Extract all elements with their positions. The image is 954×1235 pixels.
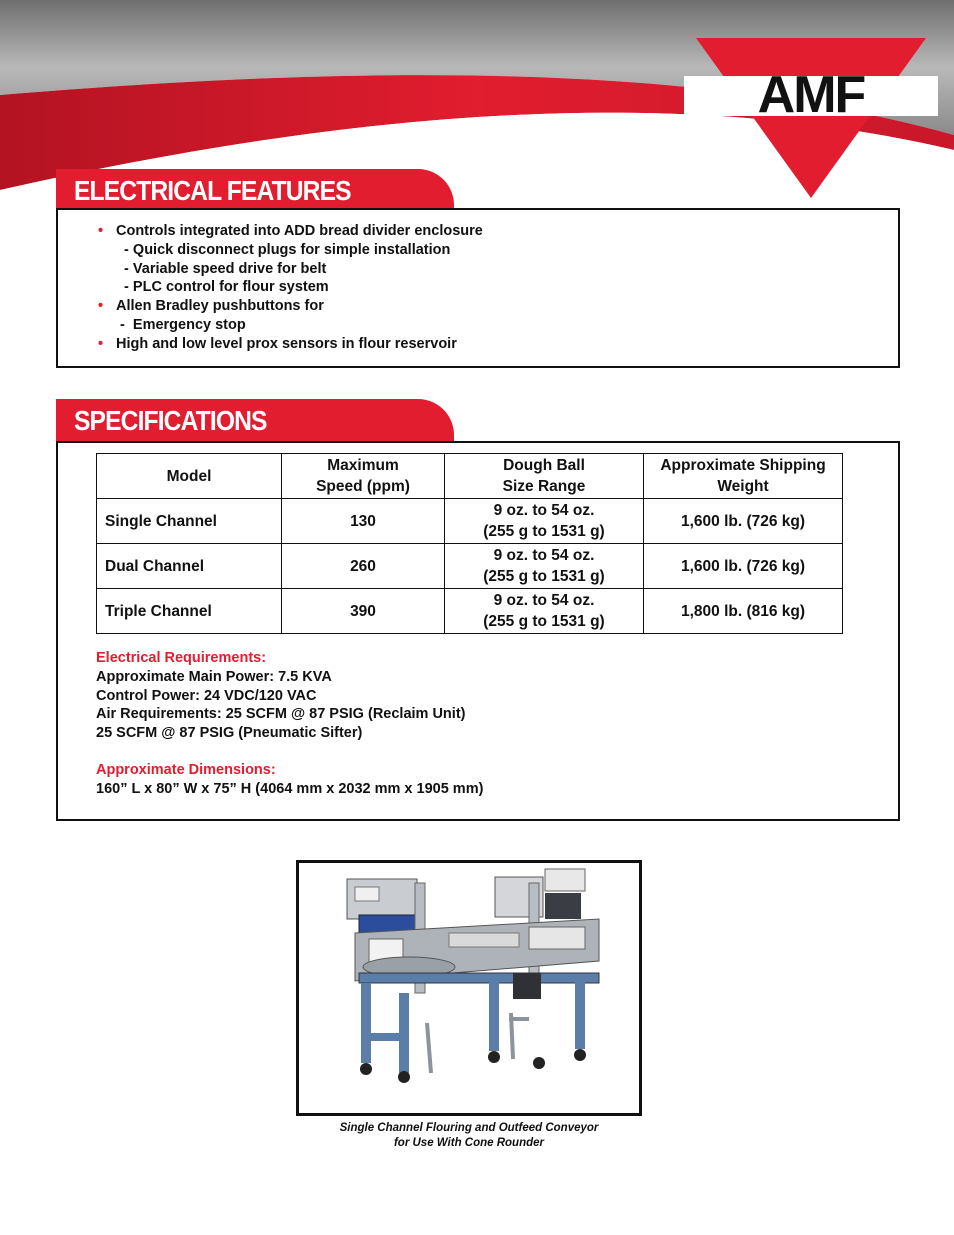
specifications-table: [96, 453, 843, 634]
dimensions-value: 160” L x 80” W x 75” H (4064 mm x 2032 mm x 1905 mm): [96, 780, 484, 797]
cell-speed: 130: [282, 499, 445, 544]
air-requirements-2: 25 SCFM @ 87 PSIG (Pneumatic Sifter): [96, 725, 363, 742]
control-power: Control Power: 24 VDC/120 VAC: [96, 687, 317, 704]
cell-speed: 260: [282, 544, 445, 589]
electrical-features-tab: [56, 169, 454, 213]
table-row: [97, 589, 843, 634]
dimensions: [96, 761, 483, 799]
cell-weight: 1,800 lb. (816 kg): [644, 589, 843, 634]
logo-text: AMF: [757, 66, 865, 124]
electrical-requirements-label: Electrical Requirements:: [96, 650, 267, 666]
specifications-tab: [56, 399, 454, 443]
electrical-features-box: [56, 208, 900, 368]
dimensions-label: Approximate Dimensions:: [96, 762, 276, 778]
cell-size-range: 9 oz. to 54 oz. (255 g to 1531 g): [445, 544, 644, 589]
cell-speed: 390: [282, 589, 445, 634]
cell-model: Triple Channel: [97, 589, 282, 634]
photo-caption: [296, 1121, 642, 1151]
electrical-requirements: [96, 649, 465, 743]
feature-item: • Allen Bradley pushbuttons for: [116, 297, 483, 316]
feature-item: • High and low level prox sensors in flour reservoir: [116, 335, 483, 354]
cell-size-range: 9 oz. to 54 oz. (255 g to 1531 g): [445, 499, 644, 544]
main-power: Approximate Main Power: 7.5 KVA: [96, 668, 332, 685]
specifications-box: [56, 441, 900, 821]
table-header-row: [97, 454, 843, 499]
specifications-heading: SPECIFICATIONS: [74, 405, 267, 436]
product-photo-frame: [296, 860, 642, 1116]
cell-model: Dual Channel: [97, 544, 282, 589]
cell-weight: 1,600 lb. (726 kg): [644, 544, 843, 589]
feature-item: - Emergency stop: [116, 316, 246, 333]
cell-weight: 1,600 lb. (726 kg): [644, 499, 843, 544]
electrical-features-heading: ELECTRICAL FEATURES: [74, 175, 351, 206]
conveyor-machine-image: [299, 863, 639, 1113]
table-row: [97, 544, 843, 589]
table-row: [97, 499, 843, 544]
feature-item: - Quick disconnect plugs for simple installation: [116, 241, 451, 258]
feature-item: - PLC control for flour system: [116, 279, 329, 296]
air-requirements: Air Requirements: 25 SCFM @ 87 PSIG (Reclaim Unit): [96, 706, 466, 723]
electrical-features-list: [116, 222, 483, 354]
col-model: Model: [97, 454, 282, 499]
cell-size-range: 9 oz. to 54 oz. (255 g to 1531 g): [445, 589, 644, 634]
caption-line-2: for Use With Cone Rounder: [393, 1137, 545, 1149]
col-speed: Maximum Speed (ppm): [282, 454, 445, 499]
col-weight: Approximate Shipping Weight: [644, 454, 843, 499]
caption-line-1: Single Channel Flouring and Outfeed Conveyor: [339, 1122, 599, 1134]
col-size-range: Dough Ball Size Range: [445, 454, 644, 499]
cell-model: Single Channel: [97, 499, 282, 544]
feature-item: • Controls integrated into ADD bread divider enclosure: [116, 222, 483, 241]
feature-item: - Variable speed drive for belt: [116, 260, 327, 277]
amf-logo: [676, 38, 946, 203]
